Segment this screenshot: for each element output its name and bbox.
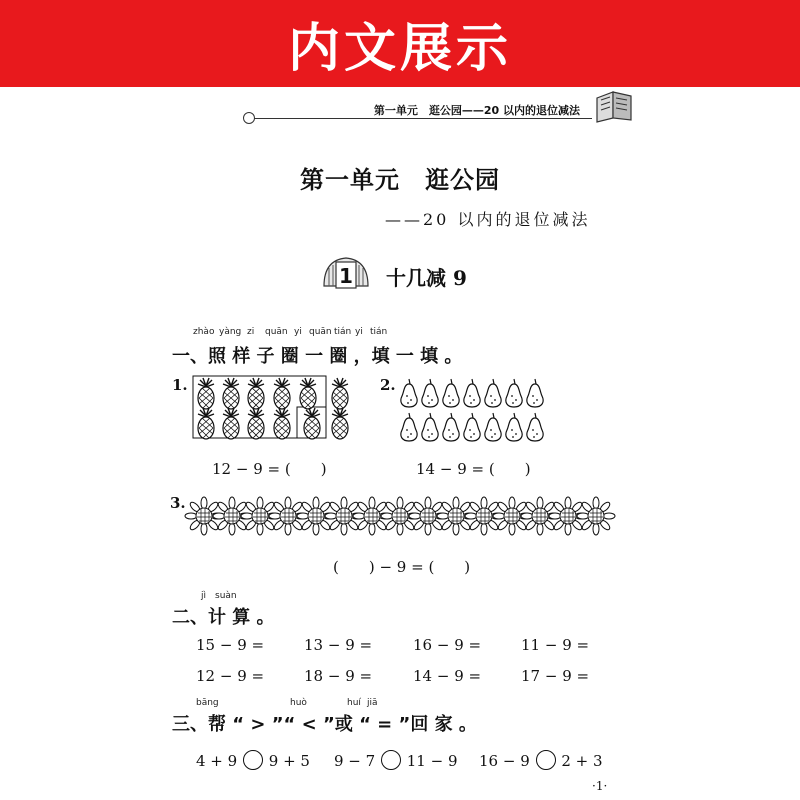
- comparison-left: 16 − 9: [479, 752, 530, 770]
- comparison-right: 9 + 5: [268, 752, 310, 770]
- section-2-heading: 二、计 算 。: [172, 607, 275, 628]
- pineapple-icon: [304, 408, 320, 439]
- comparison-answer-circle[interactable]: [243, 750, 263, 770]
- question-3-equation: ( ) − 9 = ( ): [333, 558, 471, 576]
- calc-problem: 11 − 9 =: [521, 636, 590, 654]
- pinyin: zhào: [193, 327, 215, 337]
- pear-icon: [422, 379, 438, 407]
- pineapple-icon: [198, 408, 214, 439]
- lesson-number: 1: [339, 264, 353, 288]
- pinyin: zi: [247, 327, 255, 337]
- pear-icon: [527, 379, 543, 407]
- pineapple-icon: [274, 378, 290, 409]
- pear-icon: [506, 379, 522, 407]
- calc-problem: 12 − 9 =: [196, 667, 265, 685]
- comparison-answer-circle[interactable]: [536, 750, 556, 770]
- pineapple-icon: [274, 408, 290, 439]
- lesson-title: 十几减 9: [386, 266, 467, 290]
- pineapples-figure: [190, 374, 360, 442]
- pinyin: tián: [334, 327, 352, 337]
- pinyin: bāng: [196, 698, 219, 708]
- sunflowers-figure: [186, 494, 626, 538]
- section-1-heading: 一、照 样 子 圈 一 圈 ，填 一 填 。: [172, 346, 463, 367]
- question-2-equation: 14 − 9 = ( ): [416, 460, 531, 478]
- comparison-right: 2 + 3: [561, 752, 603, 770]
- question-2-number: 2.: [380, 376, 396, 394]
- section-3-heading: 三、帮 “ > ”“ < ”或 “ = ”回 家 。: [172, 714, 477, 735]
- sunflower-icon: [577, 497, 615, 535]
- calc-problem: 15 − 9 =: [196, 636, 265, 654]
- comparison-left: 4 + 9: [196, 752, 238, 770]
- pear-icon: [443, 379, 459, 407]
- pear-icon: [485, 413, 501, 441]
- top-banner: [0, 0, 800, 87]
- comparison-item: [196, 750, 310, 770]
- question-1-number: 1.: [172, 376, 188, 394]
- pear-icon: [506, 413, 522, 441]
- comparison-item: [334, 750, 458, 770]
- comparison-left: 9 − 7: [334, 752, 376, 770]
- calc-problem: 13 − 9 =: [304, 636, 373, 654]
- pineapple-icon: [223, 378, 239, 409]
- pinyin: huò: [290, 698, 307, 708]
- unit-title: 第一单元 逛公园: [300, 165, 500, 194]
- pinyin: jì: [201, 591, 207, 601]
- calc-problem: 18 − 9 =: [304, 667, 373, 685]
- pear-icon: [527, 413, 543, 441]
- pinyin: tián: [370, 327, 388, 337]
- pear-icon: [464, 379, 480, 407]
- banner-title: 内文展示: [287, 19, 512, 79]
- pears-figure: [398, 374, 548, 446]
- question-3-number: 3.: [170, 494, 186, 512]
- pineapple-icon: [332, 378, 348, 409]
- unit-subtitle: ——20 以内的退位减法: [385, 210, 591, 229]
- pear-icon: [401, 413, 417, 441]
- header-rule: [247, 118, 592, 119]
- pinyin: yi: [355, 327, 363, 337]
- pinyin: yàng: [219, 327, 242, 337]
- comparison-item: [479, 750, 603, 770]
- lesson-number-badge-icon: [322, 256, 370, 292]
- pineapple-icon: [248, 408, 264, 439]
- pear-icon: [422, 413, 438, 441]
- comparison-answer-circle[interactable]: [381, 750, 401, 770]
- pinyin: huí: [347, 698, 361, 708]
- calc-problem: 17 − 9 =: [521, 667, 590, 685]
- book-icon: [593, 88, 635, 124]
- page-number: ·1·: [592, 779, 608, 793]
- pear-icon: [443, 413, 459, 441]
- pinyin: jiā: [367, 698, 378, 708]
- running-header: [235, 98, 635, 130]
- pinyin: quān: [309, 327, 332, 337]
- pineapple-icon: [223, 408, 239, 439]
- pineapple-icon: [198, 378, 214, 409]
- calc-problem: 14 − 9 =: [413, 667, 482, 685]
- pineapple-icon: [332, 408, 348, 439]
- running-title: 第一单元 逛公园——20 以内的退位减法: [373, 104, 580, 117]
- pinyin: yi: [294, 327, 302, 337]
- pear-icon: [485, 379, 501, 407]
- pear-icon: [464, 413, 480, 441]
- header-dot-icon: [243, 112, 255, 124]
- calc-problem: 16 − 9 =: [413, 636, 482, 654]
- comparison-right: 11 − 9: [406, 752, 458, 770]
- question-1-equation: 12 − 9 = ( ): [212, 460, 327, 478]
- pinyin: quān: [265, 327, 288, 337]
- pear-icon: [401, 379, 417, 407]
- pineapple-icon: [248, 378, 264, 409]
- pinyin: suàn: [215, 591, 237, 601]
- pineapple-icon: [300, 378, 316, 409]
